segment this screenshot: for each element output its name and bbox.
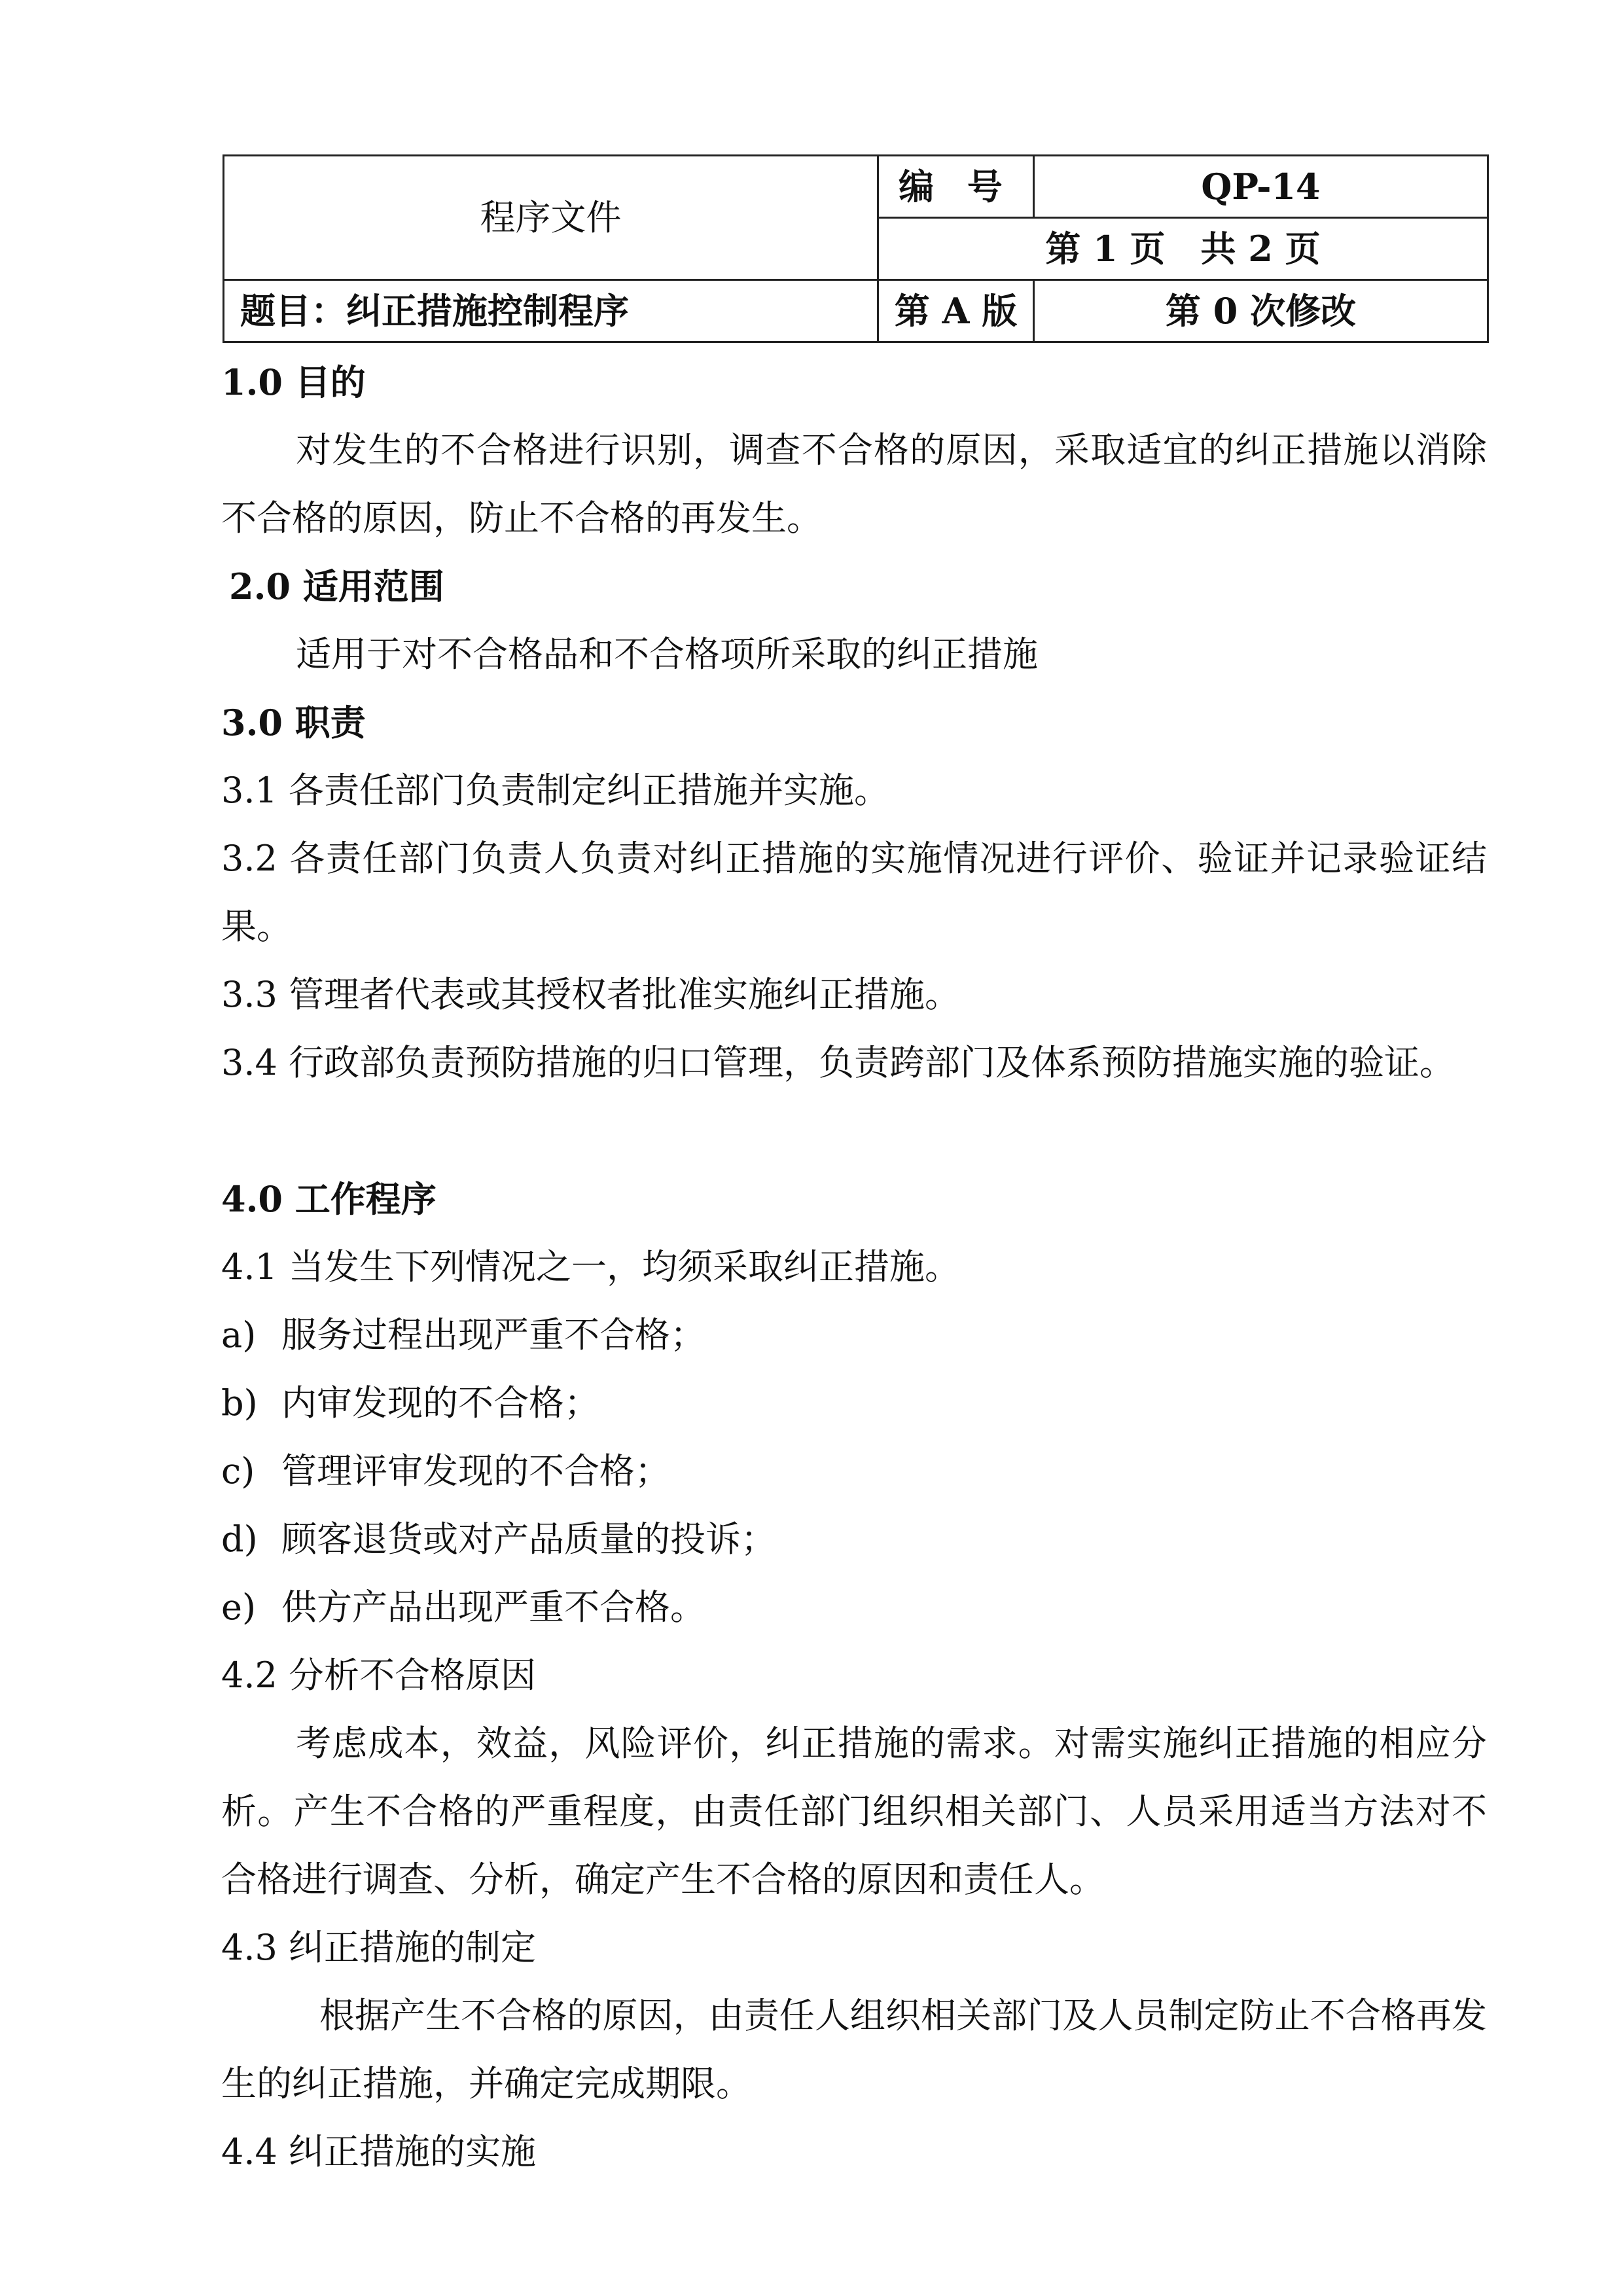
section-4-3-body: 根据产生不合格的原因，由责任人组织相关部门及人员制定防止不合格再发生的纠正措施，并确定完成期限。 xyxy=(221,1995,1487,2104)
list-item-marker: a) xyxy=(221,1314,257,1355)
header-table xyxy=(223,154,1489,343)
section-4-3: 4.3 纠正措施的制定 xyxy=(221,1927,537,1968)
revision-cell: 第 0 次修改 xyxy=(1034,280,1488,342)
section-2-body: 适用于对不合格品和不合格项所采取的纠正措施 xyxy=(296,634,1038,675)
section-4-2: 4.2 分析不合格原因 xyxy=(221,1655,537,1696)
number-label-cell: 编 号 xyxy=(878,156,1034,218)
edition-cell: 第 A 版 xyxy=(878,280,1034,342)
section-1-title: 1.0 目的 xyxy=(221,361,366,403)
section-4-2-body: 考虑成本，效益，风险评价，纠正措施的需求。对需实施纠正措施的相应分析。产生不合格的严重程度，由责任部门组织相关部门、人员采用适当方法对不合格进行调查、分析，确定产生不合格的原因和责任人。 xyxy=(221,1723,1487,1900)
list-item xyxy=(221,1573,1487,1641)
number-value-cell: QP-14 xyxy=(1034,156,1488,218)
section-3-3: 3.3 管理者代表或其授权者批准实施纠正措施。 xyxy=(221,974,961,1015)
section-4-4: 4.4 纠正措施的实施 xyxy=(221,2131,537,2172)
list-item xyxy=(221,1301,1487,1369)
list-item-text: 内审发现的不合格； xyxy=(281,1382,599,1424)
section-3-2: 3.2 各责任部门负责人负责对纠正措施的实施情况进行评价、验证并记录验证结果。 xyxy=(221,838,1487,947)
section-3-4: 3.4 行政部负责预防措施的归口管理，负责跨部门及体系预防措施实施的验证。 xyxy=(221,1042,1455,1083)
section-4-1: 4.1 当发生下列情况之一，均须采取纠正措施。 xyxy=(221,1246,961,1287)
section-3-title: 3.0 职责 xyxy=(221,702,366,744)
list-item-text: 供方产品出现严重不合格。 xyxy=(281,1587,705,1628)
section-1-body: 对发生的不合格进行识别，调查不合格的原因，采取适宜的纠正措施以消除不合格的原因，防止不合格的再发生。 xyxy=(221,429,1487,539)
section-3-1: 3.1 各责任部门负责制定纠正措施并实施。 xyxy=(221,770,890,811)
list-item-marker: b) xyxy=(221,1382,258,1424)
section-4-title: 4.0 工作程序 xyxy=(221,1178,437,1220)
doc-type-cell: 程序文件 xyxy=(224,156,878,280)
list-item xyxy=(221,1437,1487,1505)
list-item xyxy=(221,1369,1487,1437)
page-info-cell: 第 1 页 共 2 页 xyxy=(878,218,1488,280)
list-item-text: 管理评审发现的不合格； xyxy=(281,1450,670,1492)
section-2-title: 2.0 适用范围 xyxy=(229,565,444,607)
list-item-text: 顾客退货或对产品质量的投诉； xyxy=(281,1518,776,1560)
list-item-marker: c) xyxy=(221,1450,255,1492)
list-item xyxy=(221,1505,1487,1573)
list-item-marker: d) xyxy=(221,1518,258,1560)
list-item-marker: e) xyxy=(221,1587,257,1628)
list-item-text: 服务过程出现严重不合格； xyxy=(281,1314,705,1355)
subject-cell: 题目：纠正措施控制程序 xyxy=(224,280,878,342)
